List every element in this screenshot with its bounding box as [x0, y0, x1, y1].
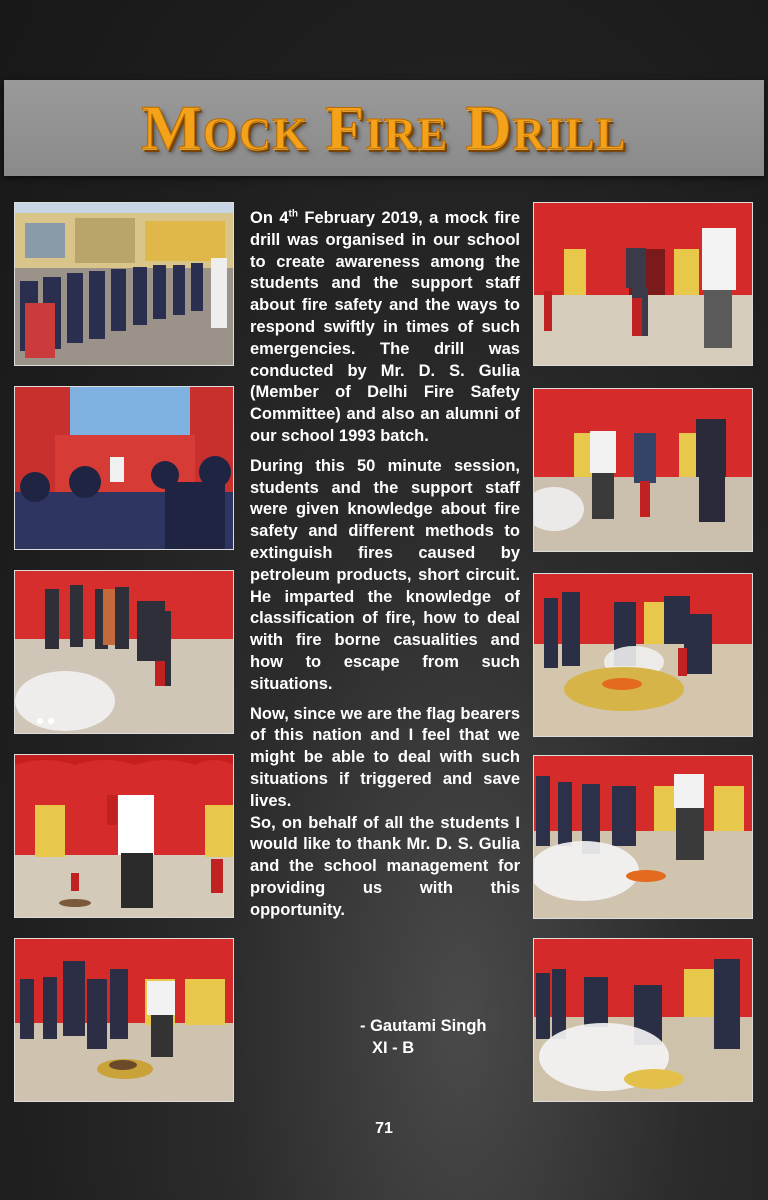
photo-smoke-extinguishing — [533, 755, 753, 919]
photo-students-assembly — [14, 202, 234, 366]
photo-spraying-extinguisher — [533, 388, 753, 552]
page-number: 71 — [375, 1120, 393, 1137]
photo-students-watching — [14, 386, 234, 550]
photo-final-demo — [533, 938, 753, 1102]
author-signature — [360, 1015, 487, 1059]
author-name: - Gautami Singh — [360, 1017, 487, 1035]
page-title: Mock Fire Drill — [141, 92, 627, 163]
article-paragraph-2: During this 50 minute session, students and the support staff were given knowledge about fire safety and different methods to extinguish fires caused by petroleum products, short circuit. He imparted the knowledge of classification of fire, how to deal with fire borne casualities and how to escape from such situations. — [250, 456, 520, 693]
intro-prefix: On — [250, 209, 280, 227]
article-paragraph-3: Now, since we are the flag bearers of this nation and I feel that we might be able to deal with such situations if triggered and save lives. — [250, 704, 520, 810]
article-paragraph-4: So, on behalf of all the students I would like to thank Mr. D. S. Gulia and the school management for providing us with this opportunity. — [250, 813, 520, 919]
intro-date-day: 4 — [279, 209, 289, 227]
paragraph-1-text: February 2019, a mock fire drill was organised in our school to create awareness among the students and the support staff about fire safety and the ways to respond swiftly in times of such emergencies. The drill was conducted by Mr. D. S. Gulia (Member of Delhi Fire Safety Committee) and also an alumni of our school 1993 batch. — [250, 209, 520, 445]
photo-extinguisher-demo — [14, 570, 234, 734]
photo-fire-extinguishing — [533, 573, 753, 737]
photo-extinguisher-instruction — [533, 202, 753, 366]
title-banner — [4, 80, 764, 176]
photo-instructor-extinguisher — [14, 754, 234, 918]
intro-date-suffix: th — [288, 208, 298, 220]
author-class: XI - B — [372, 1039, 415, 1057]
article-paragraph-1 — [250, 208, 520, 448]
photo-fire-pan-demo — [14, 938, 234, 1102]
article-body — [250, 208, 520, 930]
